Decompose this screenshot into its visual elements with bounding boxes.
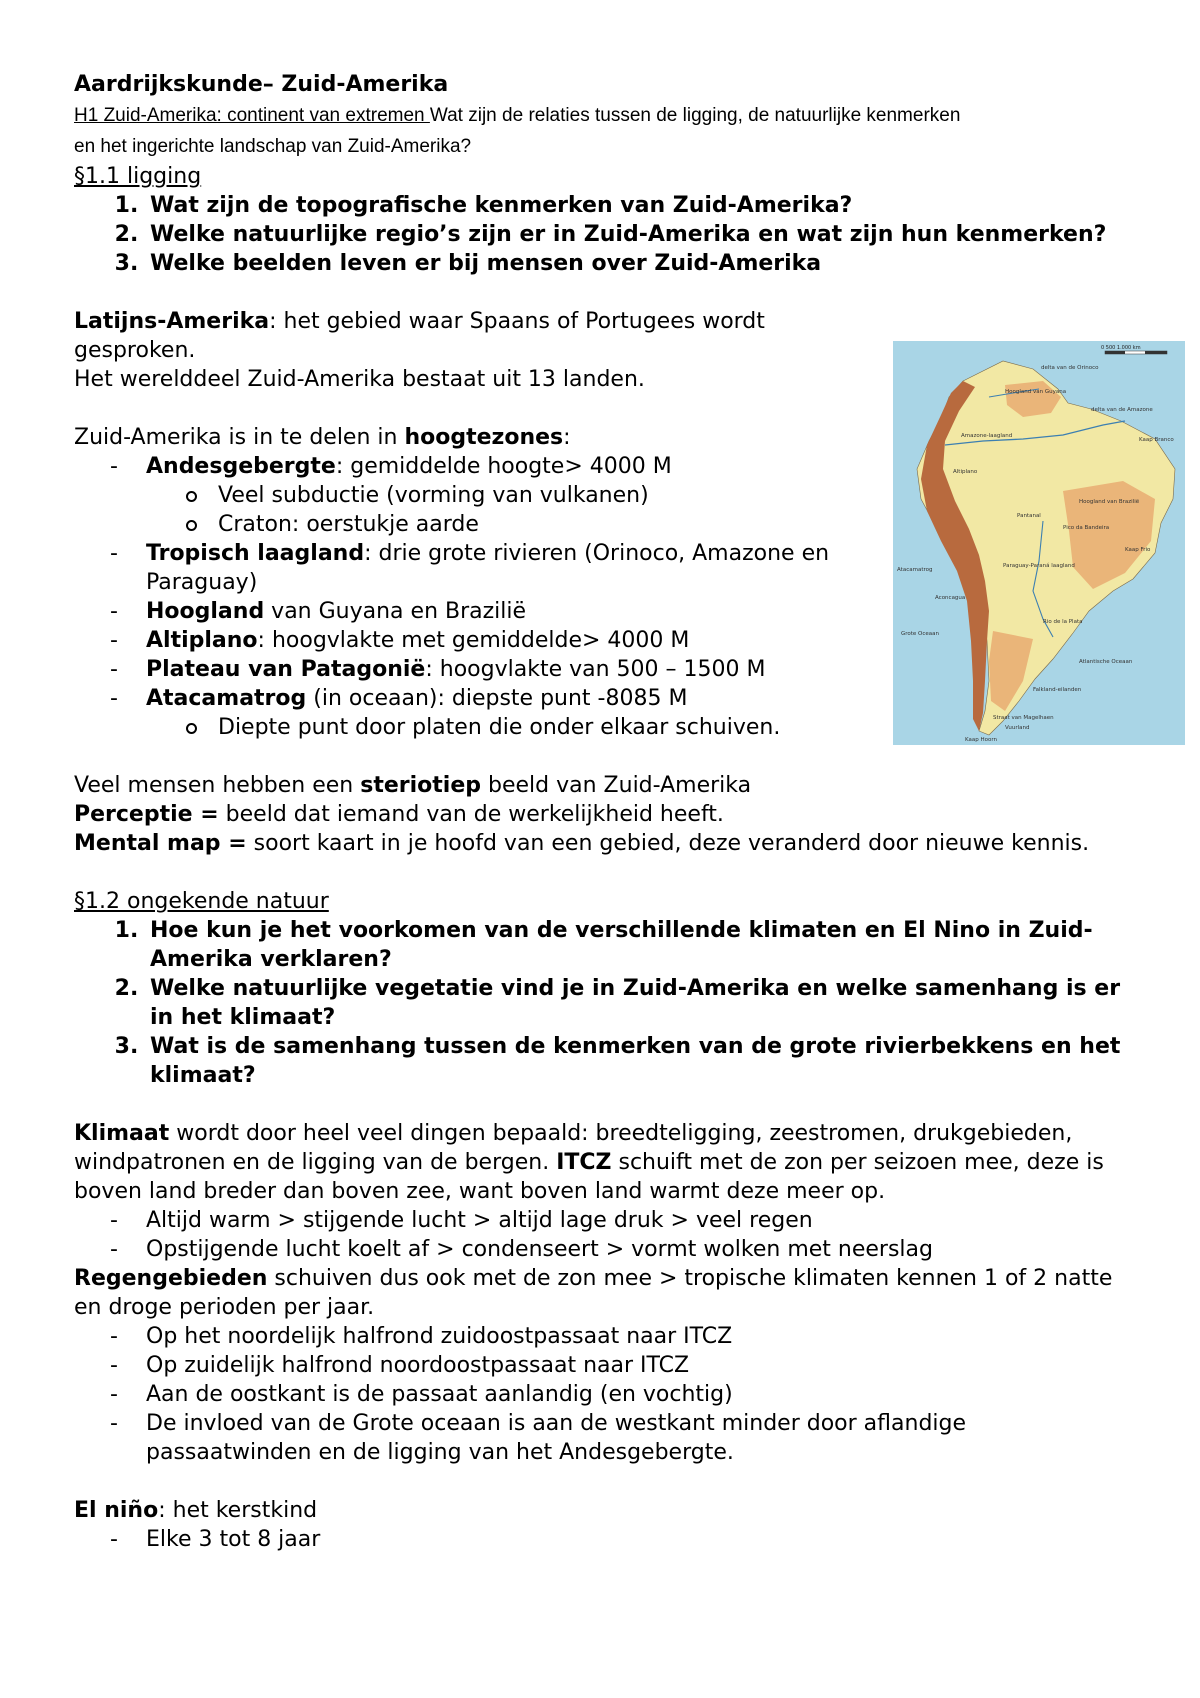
section-1-1-heading: §1.1 ligging (74, 164, 202, 189)
zone-item (146, 684, 946, 742)
term: Klimaat (74, 1121, 170, 1146)
werelddeel-text: Het werelddeel Zuid-Amerika bestaat uit 13 landen. (74, 367, 645, 392)
chapter-heading (74, 100, 1134, 162)
map-label: Falkland-eilanden (1033, 687, 1082, 693)
term: Perceptie = (74, 802, 219, 827)
sub-item: Craton: oerstukje aarde (218, 510, 946, 539)
list-item: - Opstijgende lucht koelt af > condenseert > vormt wolken met neerslag (146, 1235, 1134, 1264)
list-item: - Elke 3 tot 8 jaar (146, 1525, 1134, 1554)
definition-text: : het gebied waar Spaans of Portugees wordt gesproken. (74, 309, 765, 363)
map-label: Rio de la Plata (1043, 619, 1083, 625)
map-label: Kaap Branco (1139, 437, 1174, 443)
chapter-question-line2: en het ingerichte landschap van Zuid-Amerika? (74, 136, 472, 157)
sub-item: Diepte punt door platen die onder elkaar schuiven. (218, 713, 946, 742)
section-1-2-heading: §1.2 ongekende natuur (74, 889, 329, 914)
zone-text: : hoogvlakte met gemiddelde> 4000 M (257, 628, 690, 653)
term: Mental map = (74, 831, 247, 856)
list-item: - Op zuidelijk halfrond noordoostpassaat naar ITCZ (146, 1351, 1134, 1380)
el-nino-definition (74, 1496, 1134, 1525)
text: beeld van Zuid-Amerika (481, 773, 752, 798)
south-america-map (893, 341, 1185, 745)
question-item: 1. Hoe kun je het voorkomen van de verschillende klimaten en El Nino in Zuid-Amerika verklaren? (146, 916, 1134, 974)
map-label: Atacamatrog (897, 567, 933, 573)
map-label: Atlantische Oceaan (1079, 659, 1133, 665)
zone-text: : drie grote rivieren (Orinoco, Amazone en Paraguay) (146, 541, 830, 595)
text: schuift met de zon per seizoen mee, deze is boven land breder dan boven zee, want boven land warmt deze meer op. (74, 1150, 1104, 1204)
term: Tropisch laagland (146, 541, 365, 566)
term: Atacamatrog (146, 686, 307, 711)
list-item: - Aan de oostkant is de passaat aanlandig (en vochtig) (146, 1380, 1134, 1409)
map-label: Straat van Magelhaen (993, 715, 1054, 721)
zone-text: (in oceaan): diepste punt -8085 M (306, 686, 688, 711)
question-item: 2. Welke natuurlijke regio’s zijn er in Zuid-Amerika en wat zijn hun kenmerken? (146, 220, 1134, 249)
section-1-1-questions (74, 191, 1134, 278)
text: schuiven dus ook met de zon mee > tropische klimaten kennen 1 of 2 natte en droge perioden per jaar. (74, 1266, 1113, 1320)
term: steriotiep (360, 773, 482, 798)
mental-map-definition (74, 829, 1134, 858)
section-1-2-questions (74, 916, 1134, 1090)
map-label: Hoogland van Guyana (1005, 389, 1067, 395)
list-item: - Altijd warm > stijgende lucht > altijd lage druk > veel regen (146, 1206, 1134, 1235)
zone-text: : gemiddelde hoogte> 4000 M (335, 454, 672, 479)
zone-text: : hoogvlakte van 500 – 1500 M (425, 657, 766, 682)
term: Plateau van Patagonië (146, 657, 426, 682)
map-label: Grote Oceaan (901, 631, 940, 637)
regengebieden-list (74, 1322, 1134, 1467)
map-label: Kaap Hoorn (965, 737, 998, 743)
question-item: 1. Wat zijn de topografische kenmerken van Zuid-Amerika? (146, 191, 1134, 220)
andes-sublist (146, 481, 946, 539)
question-item: 3. Welke beelden leven er bij mensen over Zuid-Amerika (146, 249, 1134, 278)
term: Hoogland (146, 599, 265, 624)
term: ITCZ (556, 1150, 612, 1175)
map-label: Pico da Bandeira (1063, 525, 1110, 531)
chapter-question-line1: Wat zijn de relaties tussen de ligging, de natuurlijke kenmerken (429, 105, 961, 126)
map-label: Hoogland van Brazilië (1079, 499, 1140, 505)
term: El niño (74, 1498, 159, 1523)
map-label: Aconcagua (935, 595, 966, 601)
map-label: Paraguay-Paraná laagland (1003, 563, 1075, 569)
list-item: - De invloed van de Grote oceaan is aan de westkant minder door aflandige passaatwinden en de ligging van het Andesgebergte. (146, 1409, 1134, 1467)
term: Regengebieden (74, 1266, 268, 1291)
definition-text: soort kaart in je hoofd van een gebied, deze veranderd door nieuwe kennis. (246, 831, 1090, 856)
zone-item (146, 626, 946, 655)
map-label: Kaap Frio (1125, 547, 1151, 553)
intro-text: Zuid-Amerika is in te delen in (74, 425, 405, 450)
perceptie-definition (74, 800, 1134, 829)
map-label: Amazone-laagland (961, 433, 1013, 439)
term: hoogtezones (404, 425, 564, 450)
zone-item (146, 452, 946, 539)
el-nino-list (74, 1525, 1134, 1554)
klimaat-list (74, 1206, 1134, 1264)
map-label: delta van de Orinoco (1041, 365, 1099, 371)
zone-item (146, 597, 946, 626)
question-item: 3. Wat is de samenhang tussen de kenmerken van de grote rivierbekkens en het klimaat? (146, 1032, 1134, 1090)
zone-item (146, 655, 946, 684)
definition-text: : het kerstkind (158, 1498, 318, 1523)
scale-label: 0 500 1.000 km (1101, 345, 1141, 351)
map-label: Vuurland (1005, 725, 1030, 731)
definition-text: beeld dat iemand van de werkelijkheid heeft. (218, 802, 724, 827)
term: Latijns-Amerika (74, 309, 270, 334)
atacama-sublist (146, 713, 946, 742)
chapter-title: H1 Zuid-Amerika: continent van extremen (74, 105, 430, 126)
text: wordt door heel veel dingen bepaald: breedteligging, zeestromen, drukgebieden, windpatronen en de ligging van de bergen. (74, 1121, 1073, 1175)
map-label: delta van de Amazone (1091, 407, 1153, 413)
document-title: Aardrijkskunde– Zuid-Amerika (74, 72, 449, 97)
klimaat-paragraph (74, 1119, 1134, 1206)
map-label: Altiplano (953, 469, 978, 475)
sub-item: Veel subductie (vorming van vulkanen) (218, 481, 946, 510)
list-item: - Op het noordelijk halfrond zuidoostpassaat naar ITCZ (146, 1322, 1134, 1351)
zone-text: van Guyana en Brazilië (264, 599, 527, 624)
term: Andesgebergte (146, 454, 336, 479)
question-item: 2. Welke natuurlijke vegetatie vind je in Zuid-Amerika en welke samenhang is er in het klimaat? (146, 974, 1134, 1032)
term: Altiplano (146, 628, 258, 653)
zone-item (146, 539, 946, 597)
stereotype-text (74, 771, 1134, 800)
latijns-amerika-definition (74, 307, 874, 365)
regengebieden-paragraph (74, 1264, 1134, 1322)
hoogtezones-list (74, 452, 946, 742)
map-label: Pantanal (1017, 513, 1041, 519)
document-body (74, 70, 1134, 1554)
text: Veel mensen hebben een (74, 773, 361, 798)
colon: : (563, 425, 571, 450)
